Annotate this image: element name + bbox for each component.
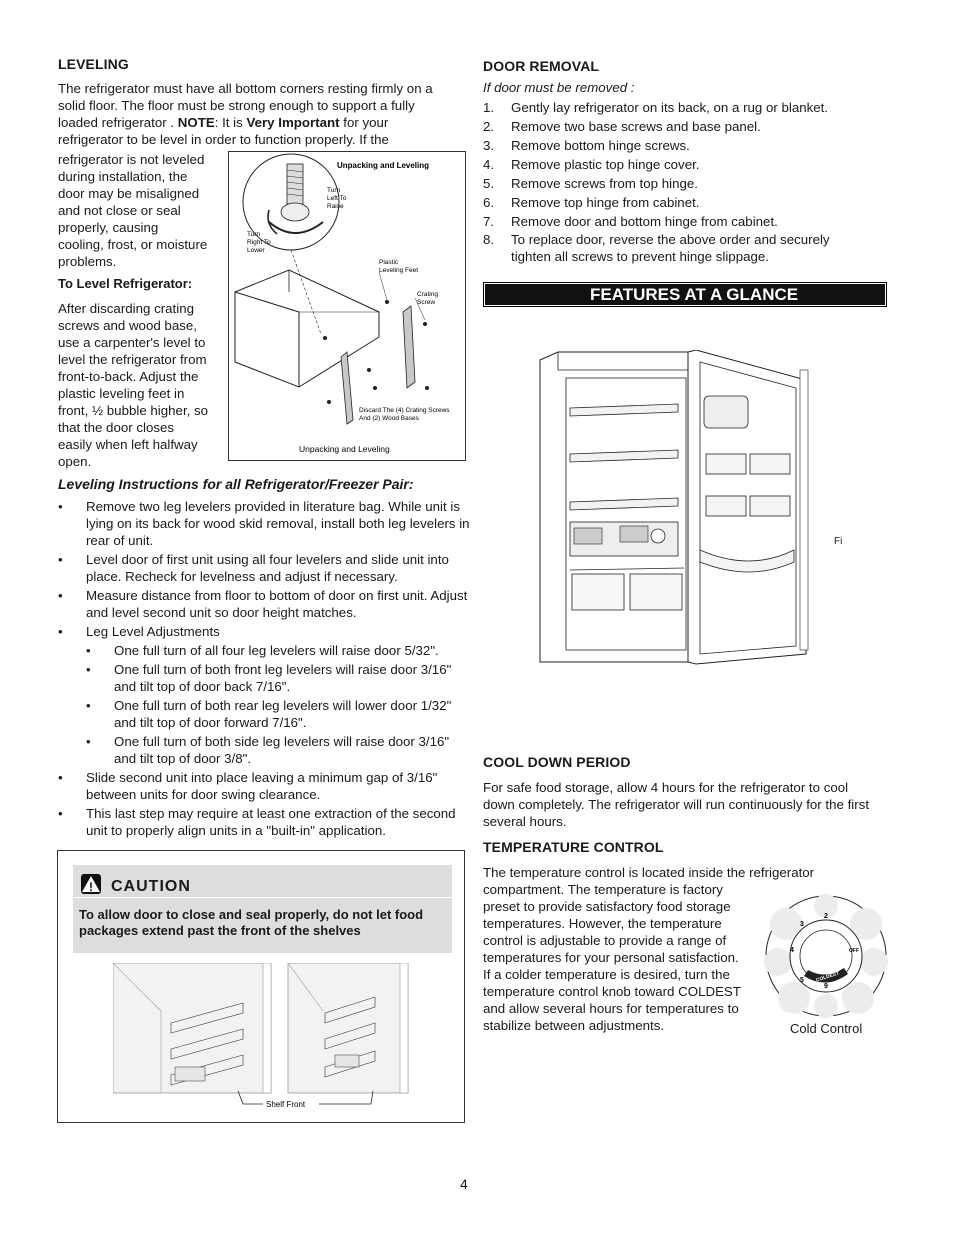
door-removal-steps: [483, 98, 873, 265]
discard-label-1: Discard The (4) Crating Screws: [359, 407, 450, 414]
shelf-illustration: [113, 963, 413, 1113]
crating-screw-label-1: Crating: [417, 291, 438, 298]
pair-bullet-4: • Leg Level Adjustments • One full turn of all four leg levelers will raise door 5/32". • One full turn of both front leg levelers will raise door 3/16" and tilt top of door back 7/16". • One full turn of both rear leg levelers will lower door 1/32" and tilt top of door forward 7/16". • One full turn of both side leg levelers will raise door 3/16" and tilt top of door 3/8".: [58, 623, 470, 767]
sub-bullet-4: • One full turn of both side leg levelers will raise door 3/16" and tilt top of door 3/8".: [86, 734, 450, 766]
step-1: 1. Gently lay refrigerator on its back, on a rug or blanket.: [483, 100, 829, 115]
dial-number-5: 5: [800, 977, 804, 984]
caution-panel: [73, 865, 452, 953]
crating-screw-label-2: Screw: [417, 299, 436, 306]
to-level-text: After discarding crating screws and wood base, use a carpenter's level to level the refrigerator from front-to-back. Adjust the plastic leveling feet in front, ½ bubble higher, so that the door closes easily when left halfway open.: [58, 301, 209, 469]
turn-right-label-3: Lower: [247, 247, 265, 254]
sub-bullet-2: • One full turn of both front leg levelers will raise door 3/16" and tilt top of door back 7/16".: [86, 662, 452, 694]
step-3: 3. Remove bottom hinge screws.: [483, 138, 690, 153]
intro-line-1: The refrigerator must have all bottom corners resting firmly on a: [58, 81, 433, 96]
leveling-heading: LEVELING: [58, 56, 129, 72]
unpacking-leveling-figure: [228, 151, 466, 461]
leveling-intro: [58, 80, 468, 148]
warning-icon: [81, 874, 101, 894]
pair-bullet-3: • Measure distance from floor to bottom of door on first unit. Adjust and level second unit so door height matches.: [58, 588, 468, 620]
dial-number-9: 9: [824, 983, 828, 990]
dial-number-4: 4: [790, 947, 794, 954]
to-level-heading: To Level Refrigerator:: [58, 276, 193, 291]
turn-left-label-2: Left To: [327, 195, 347, 202]
figure-caption: Unpacking and Leveling: [299, 444, 390, 454]
pair-bullets: [58, 498, 470, 841]
unpacking-illustration: [229, 152, 465, 460]
figure-title: Unpacking and Leveling: [337, 161, 430, 170]
cool-down-text: For safe food storage, allow 4 hours for the refrigerator to cool down completely. The refrigerator will run continuously for the first several hours.: [483, 780, 870, 829]
pair-bullet-6: • This last step may require at least one extraction of the second unit to properly align units in a "built-in" application.: [58, 806, 456, 838]
sub-bullet-1: • One full turn of all four leg levelers will raise door 5/32".: [86, 643, 439, 658]
caution-box: [57, 850, 465, 1123]
plastic-feet-label-1: Plastic: [379, 259, 399, 266]
refrigerator-illustration: [538, 350, 828, 665]
dial-coldest-label: COLDEST: [815, 970, 840, 984]
step-8: 8. To replace door, reverse the above order and securely tighten all screws to prevent hinge slippage.: [483, 232, 830, 264]
cold-control-caption: Cold Control: [790, 1021, 863, 1036]
discard-label-2: And (2) Wood Bases: [359, 415, 419, 422]
intro-line-2: solid floor. The floor must be strong enough to support a fully: [58, 98, 415, 113]
step-2: 2. Remove two base screws and base panel.: [483, 119, 761, 134]
dial-number-3: 3: [800, 921, 804, 928]
step-4: 4. Remove plastic top hinge cover.: [483, 157, 700, 172]
sub-bullet-3: • One full turn of both rear leg levelers will lower door 1/32" and tilt top of door forward 7/16".: [86, 698, 452, 730]
caution-text: To allow door to close and seal properly, do not let food packages extend past the front of the shelves: [79, 907, 424, 938]
step-6: 6. Remove top hinge from cabinet.: [483, 195, 700, 210]
intro-line-4: refrigerator to be level in order to function properly. If the: [58, 132, 389, 147]
pair-bullet-5: • Slide second unit into place leaving a minimum gap of 3/16" between units for door swing clearance.: [58, 770, 438, 802]
step-7: 7. Remove door and bottom hinge from cabinet.: [483, 214, 778, 229]
svg-text:!: !: [89, 880, 93, 894]
turn-right-label-2: Right To: [247, 239, 271, 246]
cold-control-dial: [764, 894, 889, 1019]
pair-bullet-2: • Level door of first unit using all four levelers and slide unit into place. Recheck for levelness and adjust if necessary.: [58, 552, 449, 584]
turn-right-label-1: Turn: [247, 231, 261, 238]
shelf-front-label: Shelf Front: [266, 1100, 306, 1109]
turn-left-label-1: Turn: [327, 187, 341, 194]
caution-title: CAUTION: [111, 878, 191, 895]
very-important: Very Important: [246, 115, 340, 130]
pair-heading: Leveling Instructions for all Refrigerator/Freezer Pair:: [58, 476, 414, 492]
features-banner: FEATURES AT A GLANCE: [483, 282, 887, 307]
door-removal-subheading: If door must be removed :: [483, 80, 635, 95]
pair-bullet-1: • Remove two leg levelers provided in literature bag. While unit is lying on its back for wood skid removal, install both leg levelers in rear of unit.: [58, 499, 470, 548]
cool-down-heading: COOL DOWN PERIOD: [483, 754, 631, 770]
leveling-left-text: refrigerator is not leveled during installation, the door may be misaligned and not close or seal properly, causing cooling, frost, or moisture problems.: [58, 152, 208, 269]
turn-left-label-3: Raise: [327, 203, 344, 210]
plastic-feet-label-2: Leveling Feet: [379, 267, 419, 274]
figure-label: Fi: [834, 536, 843, 547]
dial-number-2: 2: [824, 913, 828, 920]
dial-off-label: OFF: [849, 948, 859, 954]
intro-line-3: loaded refrigerator . NOTE: It is Very Important for your: [58, 115, 389, 130]
temperature-control-text: compartment. The temperature is factory preset to provide satisfactory food storage temperatures. However, the temperature control is adjustable to provide a range of temperatures for your personal satisfaction. If a colder temperature is desired, turn the temperature control knob toward COLDEST and allow several hours for temperatures to stabilize between adjustments.: [483, 882, 741, 1033]
note-label: NOTE: [177, 115, 215, 130]
step-5: 5. Remove screws from top hinge.: [483, 176, 698, 191]
temperature-control-heading: TEMPERATURE CONTROL: [483, 839, 664, 855]
door-removal-heading: DOOR REMOVAL: [483, 58, 600, 74]
page-number: 4: [460, 1176, 468, 1192]
temperature-control-line-1: The temperature control is located inside the refrigerator: [483, 865, 815, 880]
